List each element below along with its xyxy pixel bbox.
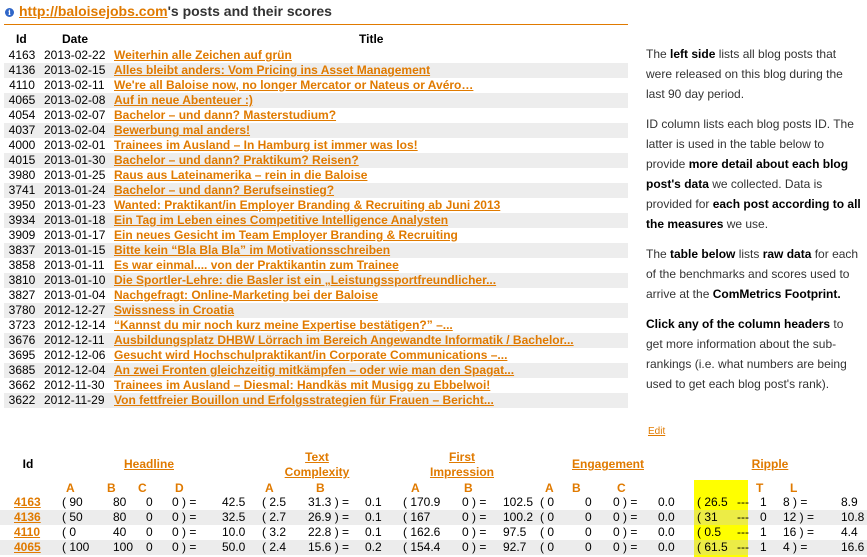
post-row: [4, 318, 628, 333]
score-cell: 0 ) =: [613, 495, 638, 509]
score-cell: ( 61.5: [697, 540, 728, 554]
score-row-id[interactable]: 4136: [14, 510, 41, 524]
post-row: [4, 348, 628, 363]
post-row: [4, 378, 628, 393]
post-title-link[interactable]: Ausbildungsplatz DHBW Lörrach im Bereich Angewandte Informatik / Bachelor...: [114, 333, 574, 347]
score-cell: 0 ) =: [613, 540, 638, 554]
post-title-link[interactable]: Nachgefragt: Online-Marketing bei der Baloise: [114, 288, 379, 302]
edit-link[interactable]: Edit: [648, 426, 666, 437]
score-cell: 0: [146, 525, 153, 539]
post-date: 2013-01-10: [44, 273, 106, 287]
score-cell: ( 31: [697, 510, 718, 524]
score-cell: ( 50: [62, 510, 83, 524]
score-cell: 0: [585, 510, 592, 524]
score-cell: 8 ) =: [783, 495, 808, 509]
sub-first-a: A: [411, 481, 420, 495]
post-row: [4, 243, 628, 258]
post-id: 3934: [8, 213, 36, 227]
post-title-link[interactable]: Trainees im Ausland – Diesmal: Handkäs mit Musigg zu Ebbelwoi!: [114, 378, 491, 392]
post-id: 4000: [8, 138, 36, 152]
score-cell: 0: [585, 540, 592, 554]
score-row: [0, 525, 867, 540]
post-id: 4015: [8, 153, 36, 167]
sub-text-b: B: [316, 481, 325, 495]
post-title-link[interactable]: Alles bleibt anders: Vom Pricing ins Asset Management: [114, 63, 431, 77]
post-row: [4, 183, 628, 198]
post-id: 3685: [8, 363, 36, 377]
score-cell: ( 100: [62, 540, 90, 554]
score-cell: ---: [737, 525, 749, 539]
score-cell: 0 ) =: [462, 510, 487, 524]
post-id: 3695: [8, 348, 36, 362]
post-date: 2012-12-06: [44, 348, 106, 362]
header-ripple[interactable]: Ripple: [751, 457, 789, 471]
score-cell: 0.0: [658, 495, 675, 509]
score-cell: ---: [737, 495, 749, 509]
score-cell: 32.5: [222, 510, 246, 524]
sub-eng-b: B: [572, 481, 581, 495]
post-row: [4, 273, 628, 288]
post-date: 2013-02-08: [44, 93, 106, 107]
post-date: 2013-01-24: [44, 183, 106, 197]
post-title-link[interactable]: Swissness in Croatia: [114, 303, 235, 317]
scores-table: [0, 446, 867, 557]
post-date: 2013-01-15: [44, 243, 106, 257]
post-title-link[interactable]: Ein Tag im Leben eines Competitive Intelligence Analysten: [114, 213, 449, 227]
post-title-link[interactable]: Bitte kein “Bla Bla Bla” im Motivationsschreiben: [114, 243, 391, 257]
score-cell: 0 ) =: [613, 510, 638, 524]
post-date: 2013-01-11: [44, 258, 105, 272]
post-id: 3741: [8, 183, 36, 197]
score-cell: ( 0: [540, 495, 555, 509]
score-cell: ( 90: [62, 495, 83, 509]
score-cell: ( 0.5: [697, 525, 722, 539]
header-first-impression[interactable]: First Impression: [429, 450, 495, 479]
score-cell: 100: [113, 540, 134, 554]
scores-header-id: Id: [22, 457, 34, 471]
sub-eng-a: A: [545, 481, 554, 495]
post-title-link[interactable]: Ein neues Gesicht im Team Employer Branding & Recruiting: [114, 228, 458, 242]
post-date: 2013-02-07: [44, 108, 106, 122]
score-cell: ( 0: [540, 525, 555, 539]
post-title-link[interactable]: Wanted: Praktikant/in Employer Branding & Recruiting ab Juni 2013: [114, 198, 501, 212]
post-id: 4054: [8, 108, 36, 122]
score-cell: ( 154.4: [403, 540, 441, 554]
post-row: [4, 138, 628, 153]
score-cell: 10.8: [841, 510, 865, 524]
score-cell: 0 ) =: [172, 495, 197, 509]
score-cell: 12 ) =: [783, 510, 815, 524]
post-title-link[interactable]: Von fettfreier Bouillon und Erfolgsstrategien für Frauen – Bericht...: [114, 393, 494, 407]
score-cell: ( 0: [540, 510, 555, 524]
post-date: 2012-11-29: [44, 393, 105, 407]
score-cell: 0: [146, 495, 153, 509]
score-cell: 1: [760, 540, 767, 554]
score-cell: 0 ) =: [462, 495, 487, 509]
score-cell: 15.6 ) =: [308, 540, 350, 554]
col-header-date: Date: [62, 32, 89, 46]
score-cell: 8.9: [841, 495, 858, 509]
post-date: 2012-12-27: [44, 303, 106, 317]
post-id: 3858: [8, 258, 36, 272]
col-header-id: Id: [16, 32, 27, 46]
sub-first-b: B: [464, 481, 473, 495]
post-id: 3780: [8, 303, 36, 317]
post-date: 2013-02-15: [44, 63, 106, 77]
post-date: 2013-01-30: [44, 153, 106, 167]
post-date: 2012-12-14: [44, 318, 106, 332]
post-id: 3827: [8, 288, 36, 302]
col-header-title: Title: [359, 32, 384, 46]
post-title-link[interactable]: Bewerbung mal anders!: [114, 123, 251, 137]
post-title-link[interactable]: Es war einmal.... von der Praktikantin zum Trainee: [114, 258, 399, 272]
help-paragraph-1: The left side lists all blog posts that were released on this blog during the last 90 day period.: [646, 47, 843, 101]
post-row: [4, 393, 628, 408]
score-cell: 0 ) =: [462, 540, 487, 554]
score-cell: 16.6: [841, 540, 865, 554]
post-row: [4, 78, 628, 93]
score-cell: ( 26.5: [697, 495, 728, 509]
post-id: 4163: [8, 48, 36, 62]
score-cell: 1: [760, 525, 767, 539]
header-engagement[interactable]: Engagement: [571, 457, 644, 471]
score-cell: 0 ) =: [613, 525, 638, 539]
score-row-id[interactable]: 4110: [14, 525, 41, 539]
post-title-link[interactable]: Bachelor – und dann? Praktikum? Reisen?: [114, 153, 359, 167]
post-id: 3909: [8, 228, 36, 242]
score-cell: 0.2: [365, 540, 382, 554]
post-id: 3723: [8, 318, 36, 332]
post-date: 2013-01-18: [44, 213, 106, 227]
score-cell: 0: [585, 525, 592, 539]
post-id: 3662: [8, 378, 36, 392]
score-cell: 0: [146, 510, 153, 524]
score-cell: ( 2.5: [262, 495, 287, 509]
post-title-link[interactable]: Weiterhin alle Zeichen auf grün: [114, 48, 292, 62]
post-row: [4, 303, 628, 318]
score-cell: 40: [113, 525, 127, 539]
score-cell: ---: [737, 510, 749, 524]
score-cell: 0.0: [658, 540, 675, 554]
score-cell: 1: [760, 495, 767, 509]
score-cell: 0: [585, 495, 592, 509]
score-cell: 10.0: [222, 525, 246, 539]
post-title-link[interactable]: Raus aus Lateinamerika – rein in die Baloise: [114, 168, 368, 182]
post-date: 2013-01-23: [44, 198, 106, 212]
post-title-link[interactable]: Die Sportler-Lehre: die Basler ist ein „Leistungssportfreundlicher...: [114, 273, 497, 287]
post-row: [4, 63, 628, 78]
post-date: 2013-02-22: [44, 48, 106, 62]
post-title-link[interactable]: Auf in neue Abenteuer :): [114, 93, 253, 107]
sub-eng-c: C: [617, 481, 626, 495]
post-row: [4, 108, 628, 123]
post-row: [4, 93, 628, 108]
score-cell: 16 ) =: [783, 525, 815, 539]
info-icon[interactable]: i: [5, 8, 14, 17]
score-cell: 22.8 ) =: [308, 525, 350, 539]
sidebar-help: [646, 44, 861, 404]
site-link[interactable]: http://baloisejobs.com: [19, 3, 168, 19]
score-cell: ( 170.9: [403, 495, 441, 509]
score-row: [0, 495, 867, 510]
help-paragraph-3: The table below lists raw data for each of the benchmarks and scores used to arrive at the ComMetrics Footprint.: [646, 247, 859, 301]
score-cell: 80: [113, 495, 127, 509]
header-headline[interactable]: Headline: [123, 457, 174, 471]
post-id: 3950: [8, 198, 36, 212]
post-id: 4136: [8, 63, 36, 77]
post-row: [4, 258, 628, 273]
post-row: [4, 288, 628, 303]
score-row: [0, 510, 867, 525]
post-date: 2012-12-04: [44, 363, 106, 377]
page-title: [19, 3, 332, 19]
score-cell: 4 ) =: [783, 540, 808, 554]
score-cell: 0.0: [658, 510, 675, 524]
page-title-rest: 's posts and their scores: [167, 3, 332, 19]
post-title-link[interactable]: Bachelor – und dann? Berufseinstieg?: [114, 183, 335, 197]
score-cell: ( 167: [403, 510, 431, 524]
score-cell: 80: [113, 510, 127, 524]
score-cell: 0.0: [658, 525, 675, 539]
post-row: [4, 48, 628, 63]
post-date: 2012-11-30: [44, 378, 105, 392]
post-id: 3837: [8, 243, 36, 257]
score-cell: ( 2.7: [262, 510, 287, 524]
score-cell: 0 ) =: [172, 540, 197, 554]
sub-ripple-t: T: [756, 481, 764, 495]
help-paragraph-2: ID column lists each blog posts ID. The latter is used in the table below to provide more detail about each blog post's data we collected. Data is provided for each post according to all the measures we use.: [646, 117, 861, 231]
score-cell: 0.1: [365, 525, 382, 539]
post-title-link[interactable]: Trainees im Ausland – In Hamburg ist immer was los!: [114, 138, 418, 152]
post-id: 4110: [9, 78, 35, 92]
score-cell: 0 ) =: [172, 510, 197, 524]
post-id: 3810: [8, 273, 36, 287]
post-row: [4, 123, 628, 138]
score-cell: 42.5: [222, 495, 246, 509]
score-cell: 0.1: [365, 510, 382, 524]
score-row-id[interactable]: 4065: [14, 540, 41, 554]
score-cell: ( 0: [62, 525, 77, 539]
post-title-link[interactable]: Gesucht wird Hochschulpraktikant/in Corporate Communications –...: [114, 348, 508, 362]
score-row-id[interactable]: 4163: [14, 495, 41, 509]
post-title-link[interactable]: An zwei Fronten gleichzeitig mitkämpfen – oder wie man den Spagat...: [114, 363, 515, 377]
score-cell: 100.2: [503, 510, 534, 524]
post-row: [4, 198, 628, 213]
sub-headline-d: D: [175, 481, 184, 495]
post-date: 2013-01-04: [44, 288, 106, 302]
sub-ripple-l: L: [790, 481, 798, 495]
score-cell: ---: [737, 540, 749, 554]
post-id: 3676: [8, 333, 36, 347]
score-row: [0, 540, 867, 555]
score-cell: ( 0: [540, 540, 555, 554]
post-date: 2013-02-11: [44, 78, 105, 92]
score-cell: 0 ) =: [462, 525, 487, 539]
header-text-complexity[interactable]: Text Complexity: [284, 450, 350, 479]
post-row: [4, 363, 628, 378]
post-row: [4, 153, 628, 168]
post-row: [4, 228, 628, 243]
sub-headline-a: A: [66, 481, 75, 495]
post-id: 3980: [8, 168, 36, 182]
score-cell: 0.1: [365, 495, 382, 509]
post-title-link[interactable]: Bachelor – und dann? Masterstudium?: [114, 108, 337, 122]
score-cell: 26.9 ) =: [308, 510, 350, 524]
post-date: 2013-01-17: [44, 228, 106, 242]
score-cell: 31.3 ) =: [308, 495, 350, 509]
score-cell: 0: [760, 510, 767, 524]
score-cell: 50.0: [222, 540, 246, 554]
sub-headline-b: B: [107, 481, 116, 495]
post-date: 2013-02-01: [44, 138, 106, 152]
post-date: 2013-02-04: [44, 123, 106, 137]
score-cell: ( 2.4: [262, 540, 287, 554]
help-paragraph-4: Click any of the column headers to get more information about the sub-rankings (i.e. what numbers are being used to get each blog post's rank).: [646, 317, 847, 391]
score-cell: ( 3.2: [262, 525, 287, 539]
score-cell: ( 162.6: [403, 525, 441, 539]
score-cell: 0: [146, 540, 153, 554]
score-cell: 4.4: [841, 525, 858, 539]
score-cell: 0 ) =: [172, 525, 197, 539]
score-cell: 102.5: [503, 495, 534, 509]
post-row: [4, 213, 628, 228]
post-title-link[interactable]: We're all Baloise now, no longer Mercator or Nateus or Avéro…: [114, 78, 474, 92]
post-id: 4037: [8, 123, 36, 137]
post-title-link[interactable]: “Kannst du mir noch kurz meine Expertise bestätigen?” –...: [114, 318, 453, 332]
sub-text-a: A: [265, 481, 274, 495]
post-id: 4065: [8, 93, 36, 107]
post-row: [4, 333, 628, 348]
post-id: 3622: [8, 393, 36, 407]
sub-headline-c: C: [138, 481, 147, 495]
page-header: [4, 2, 628, 25]
post-date: 2012-12-11: [44, 333, 105, 347]
post-date: 2013-01-25: [44, 168, 106, 182]
post-row: [4, 168, 628, 183]
score-cell: 97.5: [503, 525, 527, 539]
score-cell: 92.7: [503, 540, 527, 554]
